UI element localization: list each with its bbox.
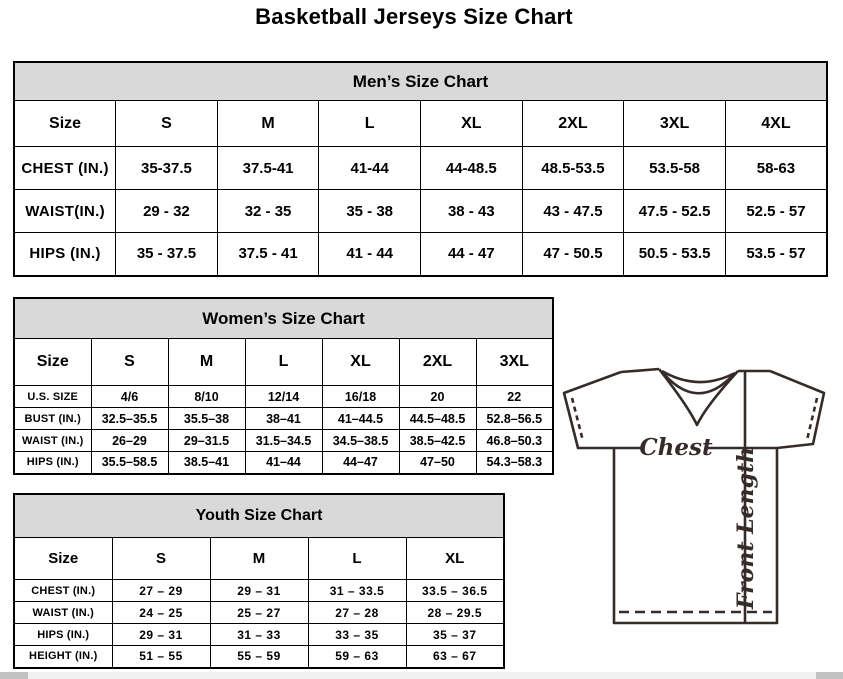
size-value-cell: 54.3–58.3	[476, 452, 553, 474]
right-sleeve-outline	[770, 371, 824, 448]
size-value-cell: 35.5–58.5	[91, 452, 168, 474]
column-header: 3XL	[476, 339, 553, 386]
column-header: S	[112, 538, 210, 580]
size-value-cell: 59 – 63	[308, 646, 406, 668]
size-value-cell: 29 – 31	[112, 624, 210, 646]
column-header: Size	[14, 101, 116, 147]
column-header: Size	[14, 339, 91, 386]
size-value-cell: 47.5 - 52.5	[624, 190, 726, 233]
table-row	[14, 408, 553, 430]
row-label: HEIGHT (IN.)	[14, 646, 112, 668]
row-label: HIPS (IN.)	[14, 452, 91, 474]
size-value-cell: 53.5-58	[624, 147, 726, 190]
size-value-cell: 37.5-41	[217, 147, 319, 190]
size-value-cell: 31 – 33	[210, 624, 308, 646]
size-value-cell: 27 – 29	[112, 580, 210, 602]
size-value-cell: 38.5–42.5	[399, 430, 476, 452]
table-row	[14, 452, 553, 474]
table-row	[14, 580, 504, 602]
size-value-cell: 32.5–35.5	[91, 408, 168, 430]
row-label: HIPS (IN.)	[14, 233, 116, 276]
size-value-cell: 16/18	[322, 386, 399, 408]
size-value-cell: 53.5 - 57	[725, 233, 827, 276]
size-value-cell: 50.5 - 53.5	[624, 233, 726, 276]
size-value-cell: 35 – 37	[406, 624, 504, 646]
column-header: S	[116, 101, 218, 147]
column-header: Size	[14, 538, 112, 580]
jersey-measurement-diagram	[560, 358, 843, 663]
column-header: 4XL	[725, 101, 827, 147]
size-value-cell: 31 – 33.5	[308, 580, 406, 602]
column-header-row	[14, 101, 827, 147]
column-header: M	[210, 538, 308, 580]
size-value-cell: 33 – 35	[308, 624, 406, 646]
size-value-cell: 37.5 - 41	[217, 233, 319, 276]
column-header: L	[319, 101, 421, 147]
collar-arc-outer	[662, 371, 735, 382]
row-label: CHEST (IN.)	[14, 147, 116, 190]
horizontal-scrollbar[interactable]	[0, 672, 843, 679]
column-header: 2XL	[399, 339, 476, 386]
size-value-cell: 20	[399, 386, 476, 408]
column-header: S	[91, 339, 168, 386]
row-label: BUST (IN.)	[14, 408, 91, 430]
size-value-cell: 38.5–41	[168, 452, 245, 474]
column-header: M	[217, 101, 319, 147]
youth-table-title: Youth Size Chart	[14, 494, 504, 538]
youth-size-table	[13, 493, 505, 669]
size-value-cell: 48.5-53.5	[522, 147, 624, 190]
size-value-cell: 55 – 59	[210, 646, 308, 668]
row-label: WAIST(IN.)	[14, 190, 116, 233]
size-value-cell: 35 - 38	[319, 190, 421, 233]
size-value-cell: 34.5–38.5	[322, 430, 399, 452]
size-value-cell: 29–31.5	[168, 430, 245, 452]
size-value-cell: 41 - 44	[319, 233, 421, 276]
size-value-cell: 41–44.5	[322, 408, 399, 430]
size-value-cell: 41–44	[245, 452, 322, 474]
table-row	[14, 233, 827, 276]
size-value-cell: 35 - 37.5	[116, 233, 218, 276]
size-value-cell: 29 - 32	[116, 190, 218, 233]
column-header: XL	[406, 538, 504, 580]
size-value-cell: 38–41	[245, 408, 322, 430]
size-value-cell: 35.5–38	[168, 408, 245, 430]
column-header-row	[14, 538, 504, 580]
size-value-cell: 44 - 47	[421, 233, 523, 276]
table-row	[14, 430, 553, 452]
scrollbar-right-button[interactable]	[816, 672, 843, 679]
scrollbar-thumb[interactable]	[0, 672, 28, 679]
column-header: L	[308, 538, 406, 580]
size-value-cell: 38 - 43	[421, 190, 523, 233]
row-label: CHEST (IN.)	[14, 580, 112, 602]
size-value-cell: 22	[476, 386, 553, 408]
column-header: XL	[421, 101, 523, 147]
table-title-row	[14, 494, 504, 538]
size-value-cell: 28 – 29.5	[406, 602, 504, 624]
size-value-cell: 25 – 27	[210, 602, 308, 624]
table-row	[14, 386, 553, 408]
chest-label: Chest	[639, 434, 713, 461]
size-value-cell: 4/6	[91, 386, 168, 408]
table-title-row	[14, 298, 553, 339]
size-value-cell: 32 - 35	[217, 190, 319, 233]
mens-table-title: Men’s Size Chart	[14, 62, 827, 101]
column-header: XL	[322, 339, 399, 386]
size-value-cell: 44–47	[322, 452, 399, 474]
size-value-cell: 31.5–34.5	[245, 430, 322, 452]
page-title: Basketball Jerseys Size Chart	[255, 4, 573, 29]
size-value-cell: 47 - 50.5	[522, 233, 624, 276]
column-header: L	[245, 339, 322, 386]
size-value-cell: 63 – 67	[406, 646, 504, 668]
row-label: WAIST (IN.)	[14, 430, 91, 452]
left-shoulder-seam	[621, 369, 659, 372]
row-label: U.S. SIZE	[14, 386, 91, 408]
table-row	[14, 190, 827, 233]
size-value-cell: 33.5 – 36.5	[406, 580, 504, 602]
column-header: M	[168, 339, 245, 386]
size-value-cell: 43 - 47.5	[522, 190, 624, 233]
size-value-cell: 12/14	[245, 386, 322, 408]
front-length-label: Front Length	[733, 446, 759, 610]
table-row	[14, 602, 504, 624]
size-value-cell: 47–50	[399, 452, 476, 474]
size-value-cell: 46.8–50.3	[476, 430, 553, 452]
column-header: 3XL	[624, 101, 726, 147]
size-value-cell: 52.8–56.5	[476, 408, 553, 430]
womens-size-table	[13, 297, 554, 475]
size-value-cell: 44-48.5	[421, 147, 523, 190]
size-value-cell: 44.5–48.5	[399, 408, 476, 430]
size-value-cell: 8/10	[168, 386, 245, 408]
column-header-row	[14, 339, 553, 386]
table-row	[14, 624, 504, 646]
size-value-cell: 29 – 31	[210, 580, 308, 602]
table-title-row	[14, 62, 827, 101]
size-value-cell: 24 – 25	[112, 602, 210, 624]
row-label: WAIST (IN.)	[14, 602, 112, 624]
womens-table-title: Women’s Size Chart	[14, 298, 553, 339]
size-value-cell: 41-44	[319, 147, 421, 190]
table-row	[14, 147, 827, 190]
mens-size-table	[13, 61, 828, 277]
row-label: HIPS (IN.)	[14, 624, 112, 646]
left-sleeve-outline	[564, 372, 621, 448]
size-value-cell: 35-37.5	[116, 147, 218, 190]
size-value-cell: 51 – 55	[112, 646, 210, 668]
table-row	[14, 646, 504, 668]
size-value-cell: 27 – 28	[308, 602, 406, 624]
size-value-cell: 52.5 - 57	[725, 190, 827, 233]
size-value-cell: 58-63	[725, 147, 827, 190]
size-value-cell: 26–29	[91, 430, 168, 452]
column-header: 2XL	[522, 101, 624, 147]
